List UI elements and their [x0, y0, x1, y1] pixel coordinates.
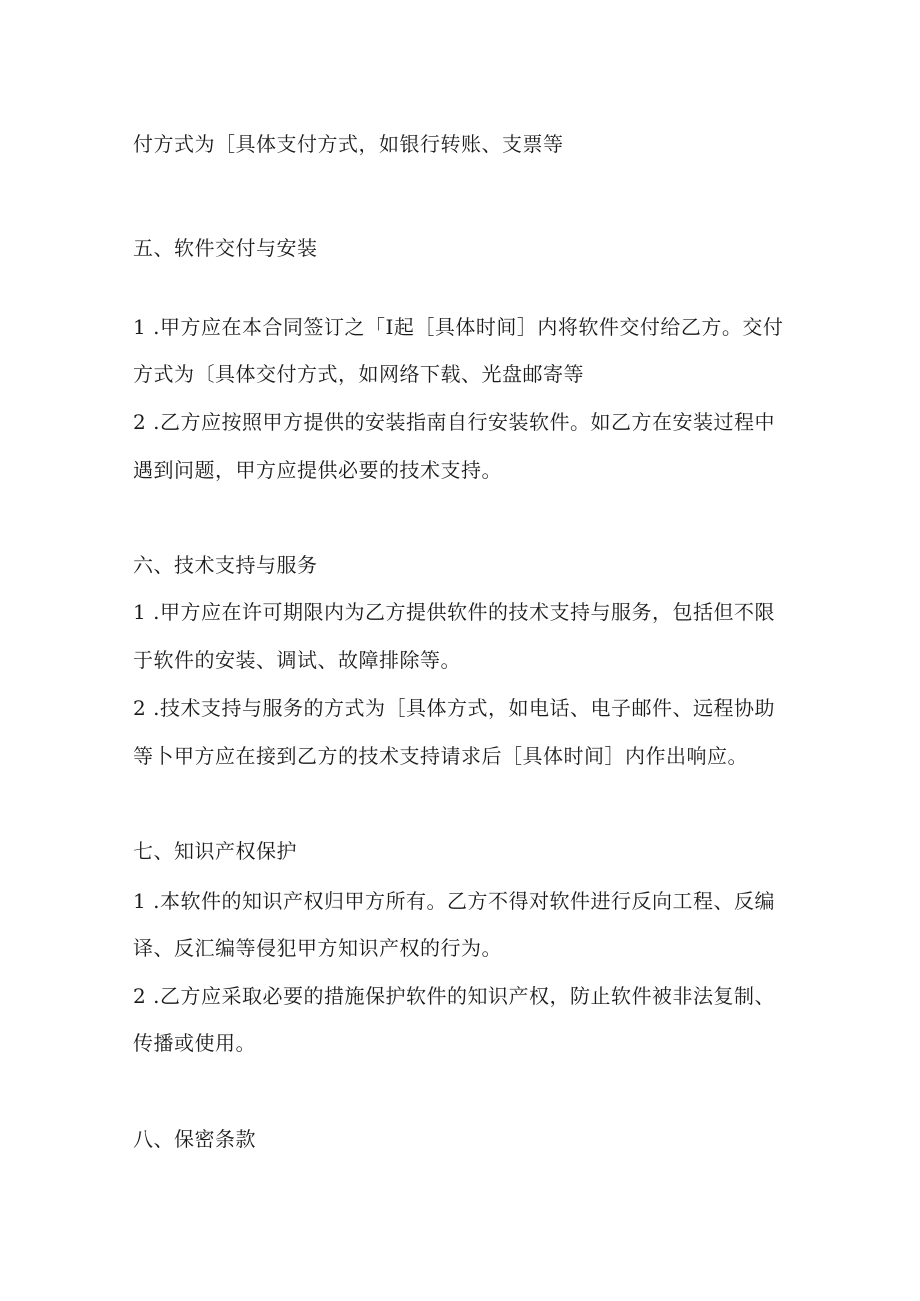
section-7-heading: 七、知识产权保护 [133, 839, 297, 863]
section-7-clause-1-line-1: 1 .本软件的知识产权归甲方所有。乙方不得对软件进行反向工程、反编 [133, 889, 775, 913]
payment-method-continuation: 付方式为［具体支付方式，如银行转账、支票等 [133, 132, 564, 156]
section-7-clause-2-line-1: 2 .乙方应采取必要的措施保护软件的知识产权，防止软件被非法复制、 [133, 984, 775, 1008]
section-5-clause-1-line-2: 方式为〔具体交付方式，如网络下载、光盘邮寄等 [133, 362, 584, 386]
section-5-heading: 五、软件交付与安装 [133, 236, 318, 260]
section-6-heading: 六、技术支持与服务 [133, 553, 318, 577]
section-6-clause-1-line-2: 于软件的安装、调试、故障排除等。 [133, 648, 461, 672]
section-5-clause-1-line-1: 1 .甲方应在本合同签订之「I起［具体时间］内将软件交付给乙方。交付 [133, 315, 784, 339]
section-7-clause-2-line-2: 传播或使用。 [133, 1031, 256, 1055]
section-7-clause-1-line-2: 译、反汇编等侵犯甲方知识产权的行为。 [133, 936, 502, 960]
section-6-clause-2-line-2: 等卜甲方应在接到乙方的技术支持请求后［具体时间］内作出响应。 [133, 744, 748, 768]
section-6-clause-2-line-1: 2 .技术支持与服务的方式为［具体方式，如电话、电子邮件、远程协助 [133, 696, 775, 720]
section-8-heading: 八、保密条款 [133, 1127, 256, 1151]
section-6-clause-1-line-1: 1 .甲方应在许可期限内为乙方提供软件的技术支持与服务，包括但不限 [133, 600, 775, 624]
section-5-clause-2-line-1: 2 .乙方应按照甲方提供的安装指南自行安装软件。如乙方在安装过程中 [133, 410, 775, 434]
section-5-clause-2-line-2: 遇到问题，甲方应提供必要的技术支持。 [133, 458, 502, 482]
